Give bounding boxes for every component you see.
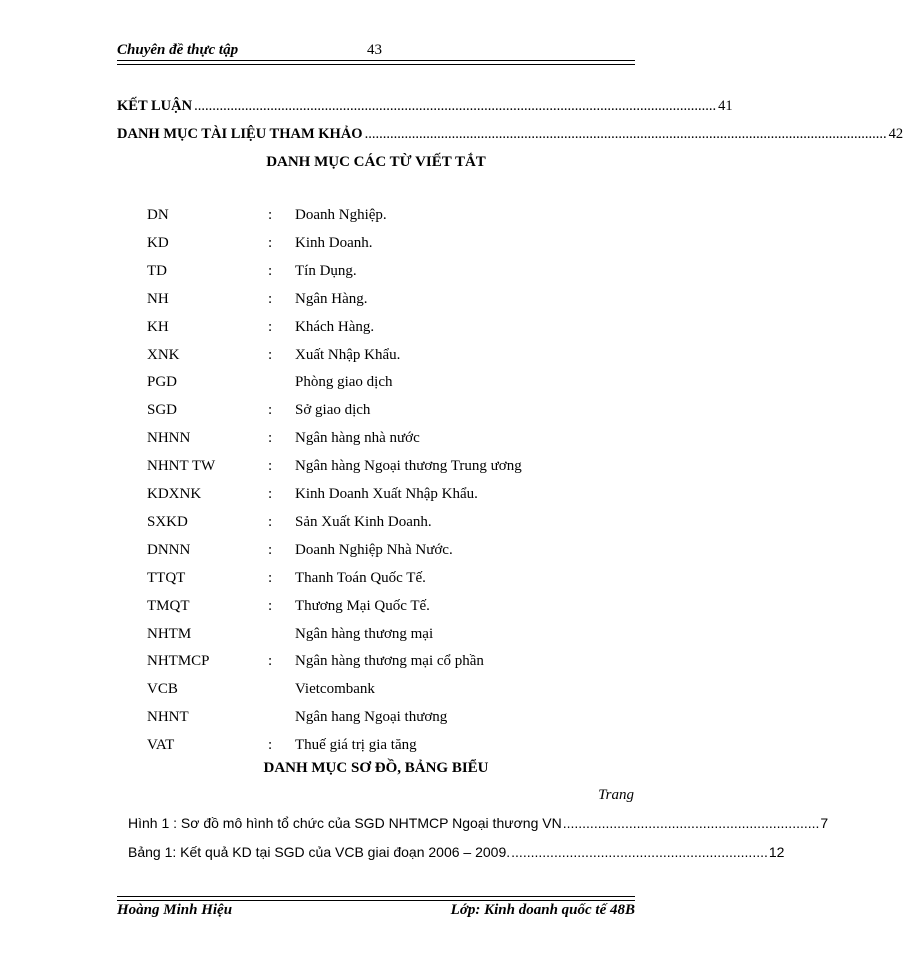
figures-heading: DANH MỤC SƠ ĐỒ, BẢNG BIỂU [263,760,489,776]
abbreviation-meaning: Sản Xuất Kinh Doanh. [295,513,432,530]
abbreviation-code: NHNT TW [147,458,216,475]
abbreviation-code: NHNT [147,709,189,726]
header-page-number: 43 [367,42,382,58]
abbreviation-meaning: Kinh Doanh Xuất Nhập Khẩu. [295,486,478,502]
abbreviation-meaning: Ngân hang Ngoại thương [295,709,448,726]
abbreviation-colon: : [268,290,273,307]
abbreviation-code: XNK [147,346,180,363]
abbreviation-colon: : [268,513,273,530]
abbreviation-code: KDXNK [147,486,202,502]
abbreviation-meaning: Ngân Hàng. [295,290,368,307]
abbreviation-meaning: Vietcombank [295,681,375,698]
abbreviation-code: VCB [147,681,178,698]
abbreviation-colon: : [268,234,273,251]
abbreviation-meaning: Phòng giao dịch [295,374,393,391]
figure-entry-label: Bảng 1: Kết quả KD tại SGD của VCB giai đoạn 2006 – 2009. [128,844,511,860]
header-rule [117,60,635,65]
abbreviation-colon: : [268,541,273,558]
abbreviation-code: NH [147,290,169,307]
toc-leader-dots: ................................................................................................................................................ [194,98,717,114]
figure-entry-org-chart [128,815,829,831]
figure-leader-dots: .................................................................. [511,844,768,860]
abbreviation-meaning: Xuất Nhập Khẩu. [295,346,401,363]
abbreviation-meaning: Khách Hàng. [295,318,375,335]
abbreviation-code: SGD [147,402,178,419]
abbreviation-code: TMQT [147,597,190,614]
abbreviation-meaning: Sở giao dịch [295,402,371,419]
abbreviation-code: NHNN [147,430,191,447]
abbreviation-code: SXKD [147,513,188,530]
abbreviation-code: DNNN [147,541,191,558]
abbreviation-meaning: Thuế giá trị gia tăng [295,737,417,754]
abbreviation-colon: : [268,458,273,475]
page-footer [117,902,635,924]
abbreviation-colon: : [268,318,273,335]
figure-leader-dots: .................................................................. [562,815,820,831]
abbreviation-colon: : [268,262,273,279]
abbreviation-meaning: Ngân hàng thương mại [295,625,434,642]
header-title: Chuyên đề thực tập [117,42,239,58]
footer-class: Lớp: Kinh doanh quốc tế 48B [450,902,635,918]
abbreviation-code: VAT [147,737,175,754]
figure-entry-label: Hình 1 : Sơ đồ mô hình tổ chức của SGD NHTMCP Ngoại thương VN [128,815,562,831]
abbreviation-meaning: Thanh Toán Quốc Tế. [295,569,426,586]
abbreviation-colon: : [268,737,273,754]
abbreviation-code: NHTMCP [147,653,210,670]
abbreviation-code: TD [147,262,167,279]
abbreviation-colon: : [268,486,273,502]
abbreviation-code: KD [147,234,169,251]
toc-entry-page: 41 [718,98,733,114]
toc-entry-label: DANH MỤC TÀI LIỆU THAM KHẢO [117,126,363,142]
toc-entry-page: 42 [888,126,903,142]
abbreviation-meaning: Ngân hàng thương mại cổ phần [295,653,484,670]
abbreviation-code: NHTM [147,625,192,642]
toc-entry-label: KẾT LUẬN [117,98,193,114]
abbreviation-meaning: Thương Mại Quốc Tế. [295,597,430,614]
toc-entry-conclusion [117,98,733,115]
abbreviation-code: KH [147,318,169,335]
abbreviation-meaning: Ngân hàng nhà nước [295,430,420,447]
abbreviation-colon: : [268,569,273,586]
abbreviation-meaning: Tín Dụng. [295,262,357,279]
toc-leader-dots: ................................................................................................................................................ [364,126,887,142]
footer-rule [117,896,635,901]
page-column-label: Trang [598,787,634,803]
abbreviation-colon: : [268,346,273,363]
abbreviation-colon: : [268,207,273,223]
figure-entry-results-table [128,844,785,860]
abbreviation-code: PGD [147,374,178,391]
toc-entry-references [117,126,903,143]
figure-entry-page: 12 [768,844,785,860]
abbreviation-colon: : [268,597,273,614]
abbreviations-heading: DANH MỤC CÁC TỪ VIẾT TẮT [266,154,486,170]
abbreviation-colon: : [268,402,273,419]
figure-entry-page: 7 [820,815,829,831]
abbreviation-colon: : [268,430,273,447]
footer-author: Hoàng Minh Hiệu [117,902,233,918]
abbreviation-meaning: Kinh Doanh. [295,234,373,251]
abbreviation-meaning: Ngân hàng Ngoại thương Trung ương [295,458,522,475]
abbreviation-code: TTQT [147,569,186,586]
abbreviation-code: DN [147,207,169,223]
abbreviation-colon: : [268,653,273,670]
abbreviation-meaning: Doanh Nghiệp Nhà Nước. [295,541,453,558]
abbreviation-meaning: Doanh Nghiệp. [295,207,387,223]
